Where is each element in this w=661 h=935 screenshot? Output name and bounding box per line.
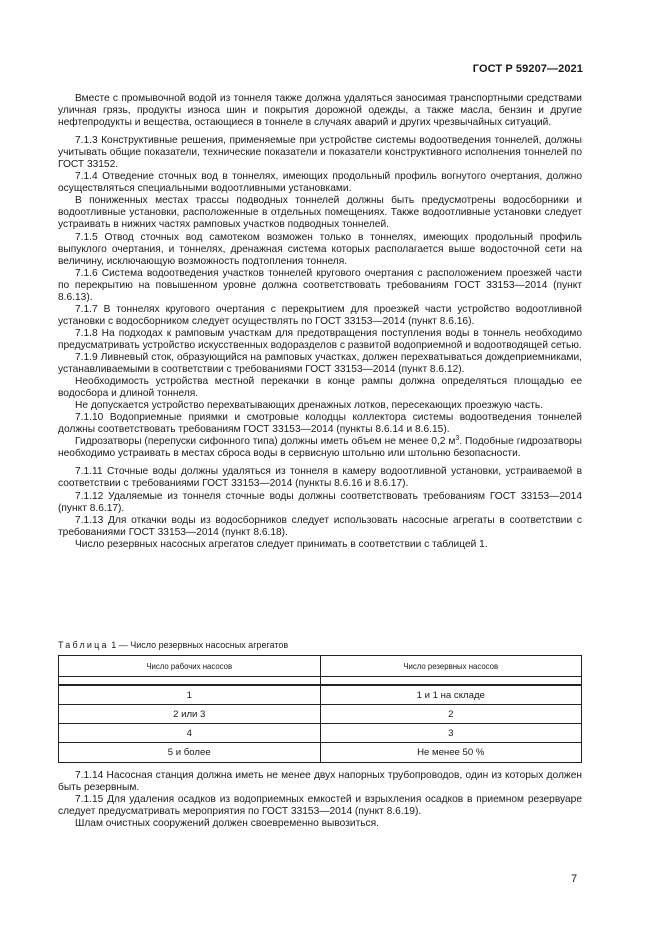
paragraph: Шлам очистных сооружений должен своевременно вывозиться. [75,818,379,830]
table-row [59,705,582,724]
paragraph: Не допускается устройство перехватывающих дренажных лотков, пересекающих проезжую часть. [75,400,544,412]
table-cell: 2 [320,705,582,724]
after-table-text [58,770,582,830]
paragraph: 7.1.8 На подходах к рамповым участкам для предотвращения поступления воды в тоннель необходимо предусматривать устройство искусственных водоразделов с развитой водоприемной и водоотводящей сетью. [58,327,582,351]
table-header-cell: Число резервных насосов [320,656,582,677]
document-header: ГОСТ Р 59207—2021 [472,63,583,75]
paragraph: 7.1.7 В тоннелях кругового очертания с перекрытием для проезжей части устройство водоотливной установки с водосборником следует осуществлять по ГОСТ 33153—2014 (пункт 8.6.16). [58,303,582,327]
paragraph: 7.1.11 Сточные воды должны удаляться из тоннеля в камеру водоотливной установки, устраиваемой в соответствии с требованиями ГОСТ 33153—2014 (пункты 8.6.16 и 8.6.17). [58,466,582,490]
hydro-paragraph [58,436,582,460]
table-cell: 1 [59,685,321,705]
page-number: 7 [571,873,578,885]
paragraph: Вместе с промывочной водой из тоннеля также должна удаляться заносимая транспортными средствами уличная грязь, продукты износа шин и покрытия дорожной одежды, а также масла, бензин и другие нефтепродукты и вещества, остающиеся в тоннеле в случаях аварий и других чрезвычайных ситуаций. [58,93,582,129]
paragraph: 7.1.4 Отведение сточных вод в тоннелях, имеющих продольный профиль вогнутого очертания, должно осуществляться специальными водоотливными установками. [58,171,582,195]
paragraph: 7.1.10 Водоприемные приямки и смотровые колодцы коллектора системы водоотведения тоннелей должны соответствовать требованиям ГОСТ 33153—2014 (пункты 8.6.14 и 8.6.15). [58,412,582,436]
paragraph: 7.1.14 Насосная станция должна иметь не менее двух напорных трубопроводов, один из которых должен быть резервным. [58,770,582,794]
paragraph: Необходимость устройства местной перекачки в конце рампы должна определяться площадью ее водосбора и длиной тоннеля. [58,376,582,400]
cubic-superscript: 3 [455,435,460,443]
table-header-row [59,656,582,677]
paragraph: 7.1.9 Ливневый сток, образующийся на рамповых участках, должен перехватываться дождеприемниками, устанавливаемыми в соответствии с требованиями ГОСТ 33153—2014 (пункт 8.6.12). [58,351,582,376]
table-row [59,724,582,743]
hydro-text-before: Гидрозатворы (перепуски сифонного типа) должны иметь объем не менее 0,2 м [75,436,456,448]
table-header-cell: Число рабочих насосов [59,656,321,677]
table-cell: 4 [59,724,321,743]
table-cell: 2 или 3 [59,705,321,724]
table-cell: 5 и более [59,743,321,763]
paragraph: 7.1.6 Система водоотведения участков тоннелей кругового очертания с расположением проезжей части по перекрытию на повышенном уровне должна соответствовать требованиям ГОСТ 33153—2014 (пункт 8.6.13). [58,267,582,303]
paragraph: 7.1.12 Удаляемые из тоннеля сточные воды должны соответствовать требованиям ГОСТ 33153—2014 (пункт 8.6.17). [58,490,582,514]
table-spacer-row [59,677,582,686]
table-spacer-cell [59,677,321,686]
paragraph: В пониженных местах трассы подводных тоннелей должны быть предусмотрены водосборники и водоотливные установки, расположенные в отдельных помещениях. Также водоотливные установки следует устраивать в нижних частях рамповых участков подводных тоннелей. [58,195,582,231]
main-text [58,93,582,551]
table-caption-title: 1 — Число резервных насосных агрегатов [108,640,289,650]
hydro-text-after: . Подобные гидрозатворы необходимо устраивать в местах сброса воды в сервисную штольню или штольню безопасности. [58,436,582,460]
table-caption [58,640,288,650]
paragraph: Число резервных насосных агрегатов следует принимать в соответствии с таблицей 1. [75,538,488,550]
table-cell: 3 [320,724,582,743]
paragraph: 7.1.5 Отвод сточных вод самотеком возможен только в тоннелях, имеющих продольный профиль выпуклого очертания, и тоннелях, дренажная система которых располагается выше водосточной сети на величину, исключающую возможность подтопления тоннеля. [58,231,582,267]
table-row [59,743,582,763]
paragraph: 7.1.3 Конструктивные решения, применяемые при устройстве системы водоотведения тоннелей, должны учитывать общие показатели, технические показатели и показатели конструктивного исполнения тоннелей по ГОСТ 33152. [58,135,582,171]
table-spacer-cell [320,677,582,686]
pumps-table [58,655,582,763]
paragraph: 7.1.13 Для откачки воды из водосборников следует использовать насосные агрегаты в соответствии с требованиями ГОСТ 33153—2014 (пункт 8.6.18). [58,514,582,538]
table-row [59,685,582,705]
table-cell: 1 и 1 на складе [320,685,582,705]
table-cell: Не менее 50 % [320,743,582,763]
paragraph: 7.1.15 Для удаления осадков из водоприемных емкостей и взрыхления осадков в приемном резервуаре следует предусматривать мероприятия по ГОСТ 33153—2014 (пункт 8.6.19). [58,794,582,818]
table-caption-word: Таблица [58,640,109,650]
